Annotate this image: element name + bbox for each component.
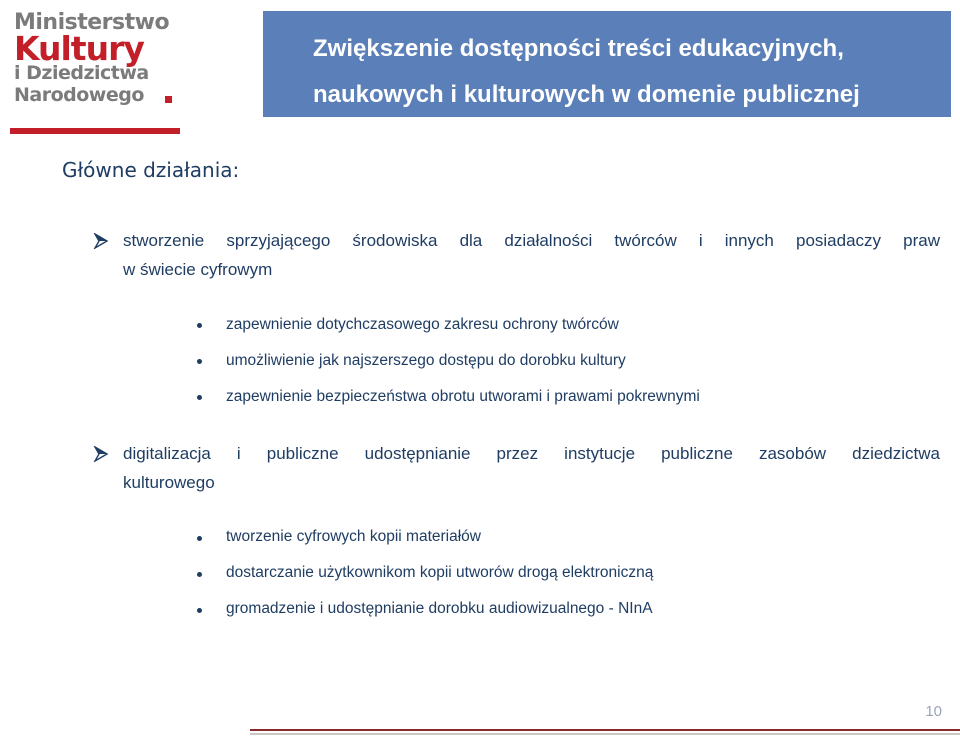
- bullet-dot-icon: [197, 608, 202, 613]
- sub-item-1-2: umożliwienie jak najszerszego dostępu do dorobku kultury: [226, 352, 626, 369]
- ministry-logo: [10, 8, 170, 128]
- sub-item-2-1: tworzenie cyfrowych kopii materiałów: [226, 528, 481, 545]
- main-item-1: [123, 226, 940, 284]
- arrow-bullet-icon: [93, 446, 109, 462]
- bullet-dot-icon: [197, 536, 202, 541]
- logo-line-1: Ministerstwo: [14, 10, 170, 35]
- logo-line-2: Kultury: [14, 29, 144, 68]
- logo-line-4: Narodowego: [14, 84, 144, 106]
- title-line-2: naukowych i kulturowych w domenie publicznej: [313, 81, 860, 108]
- section-heading: Główne działania:: [62, 158, 240, 182]
- main-item-2-line-1: digitalizacja i publiczne udostępnianie przez instytucje publiczne zasobów dziedzictwa: [123, 444, 940, 463]
- page-number: 10: [925, 703, 942, 720]
- bullet-dot-icon: [197, 572, 202, 577]
- main-item-2-line-2: kulturowego: [123, 473, 215, 492]
- footer-rule-shadow: [250, 733, 960, 735]
- title-banner: [263, 11, 951, 117]
- sub-item-2-3: gromadzenie i udostępnianie dorobku audiowizualnego - NInA: [226, 600, 653, 617]
- sub-item-1-3: zapewnienie bezpieczeństwa obrotu utworami i prawami pokrewnymi: [226, 388, 700, 405]
- logo-line-3: i Dziedzictwa: [14, 62, 149, 84]
- bullet-dot-icon: [197, 395, 202, 400]
- main-item-1-line-1: stworzenie sprzyjającego środowiska dla działalności twórców i innych posiadaczy praw: [123, 231, 940, 250]
- arrow-bullet-icon: [93, 233, 109, 249]
- bullet-dot-icon: [197, 359, 202, 364]
- bullet-dot-icon: [197, 323, 202, 328]
- sub-item-2-2: dostarczanie użytkownikom kopii utworów drogą elektroniczną: [226, 564, 654, 581]
- logo-dot: [165, 96, 172, 103]
- sub-item-1-1: zapewnienie dotychczasowego zakresu ochrony twórców: [226, 316, 619, 333]
- main-item-2: [123, 439, 940, 497]
- logo-underline: [10, 128, 180, 134]
- title-line-1: Zwiększenie dostępności treści edukacyjnych,: [313, 35, 844, 62]
- main-item-1-line-2: w świecie cyfrowym: [123, 260, 273, 279]
